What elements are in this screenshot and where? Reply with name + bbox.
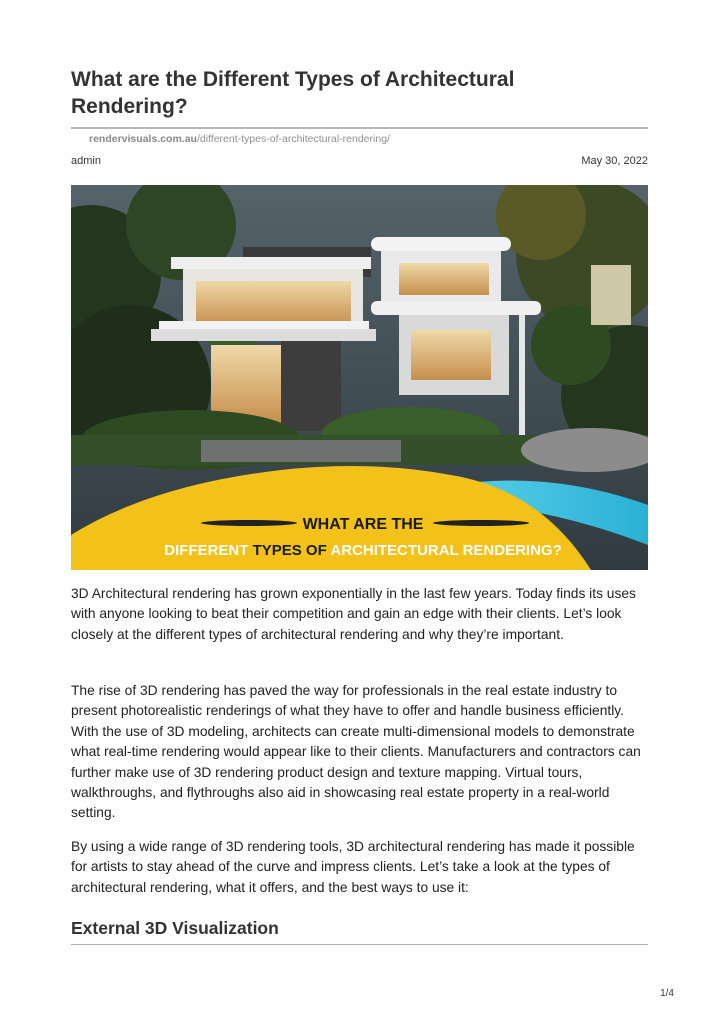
paragraph-intro: 3D Architectural rendering has grown exponentially in the last few years. Today finds its uses with anyone looking to beat their competition and gain an edge with their clients. Let’s look closely at the different types of architectural rendering and why they’re important. bbox=[71, 586, 636, 642]
banner-line-1: WHAT ARE THE bbox=[302, 516, 424, 533]
source-domain[interactable]: rendervisuals.com.au bbox=[89, 133, 197, 145]
section-heading: External 3D Visualization bbox=[71, 918, 279, 938]
paragraph-rise: The rise of 3D rendering has paved the way for professionals in the real estate industry to present photorealistic renderings of what they have to offer and handle business efficiently. With the use of 3D modeling, architects can create multi-dimensional models to demonstrate what real-time rendering would appear like to their clients. Manufacturers and contractors can further make use of 3D rendering product design and texture mapping. Virtual tours, walkthroughs, and flythroughs also aid in showcasing real estate property in a real-world setting. bbox=[71, 683, 641, 821]
article-title: What are the Different Types of Architectural Rendering? bbox=[71, 68, 515, 118]
heading-divider bbox=[71, 944, 648, 945]
banner-line-2c: ARCHITECTURAL RENDERING? bbox=[326, 542, 562, 559]
banner-line-2a: DIFFERENT bbox=[164, 542, 253, 559]
publish-date: May 30, 2022 bbox=[581, 155, 648, 167]
paragraph-tools: By using a wide range of 3D rendering tools, 3D architectural rendering has made it possible for artists to stay ahead of the curve and impress clients. Let’s take a look at the types of architectural rendering, what it offers, and the best ways to use it: bbox=[71, 839, 635, 895]
hero-image bbox=[71, 185, 648, 570]
banner-line-2 bbox=[164, 542, 562, 559]
source-url[interactable] bbox=[89, 133, 390, 145]
author: admin bbox=[71, 155, 101, 167]
banner-line-2b: TYPES OF bbox=[252, 542, 327, 559]
title-divider bbox=[71, 127, 648, 129]
page-number: 1/4 bbox=[660, 988, 674, 999]
house-rendering-illustration bbox=[71, 185, 648, 570]
source-path[interactable]: /different-types-of-architectural-rendering/ bbox=[196, 133, 390, 145]
